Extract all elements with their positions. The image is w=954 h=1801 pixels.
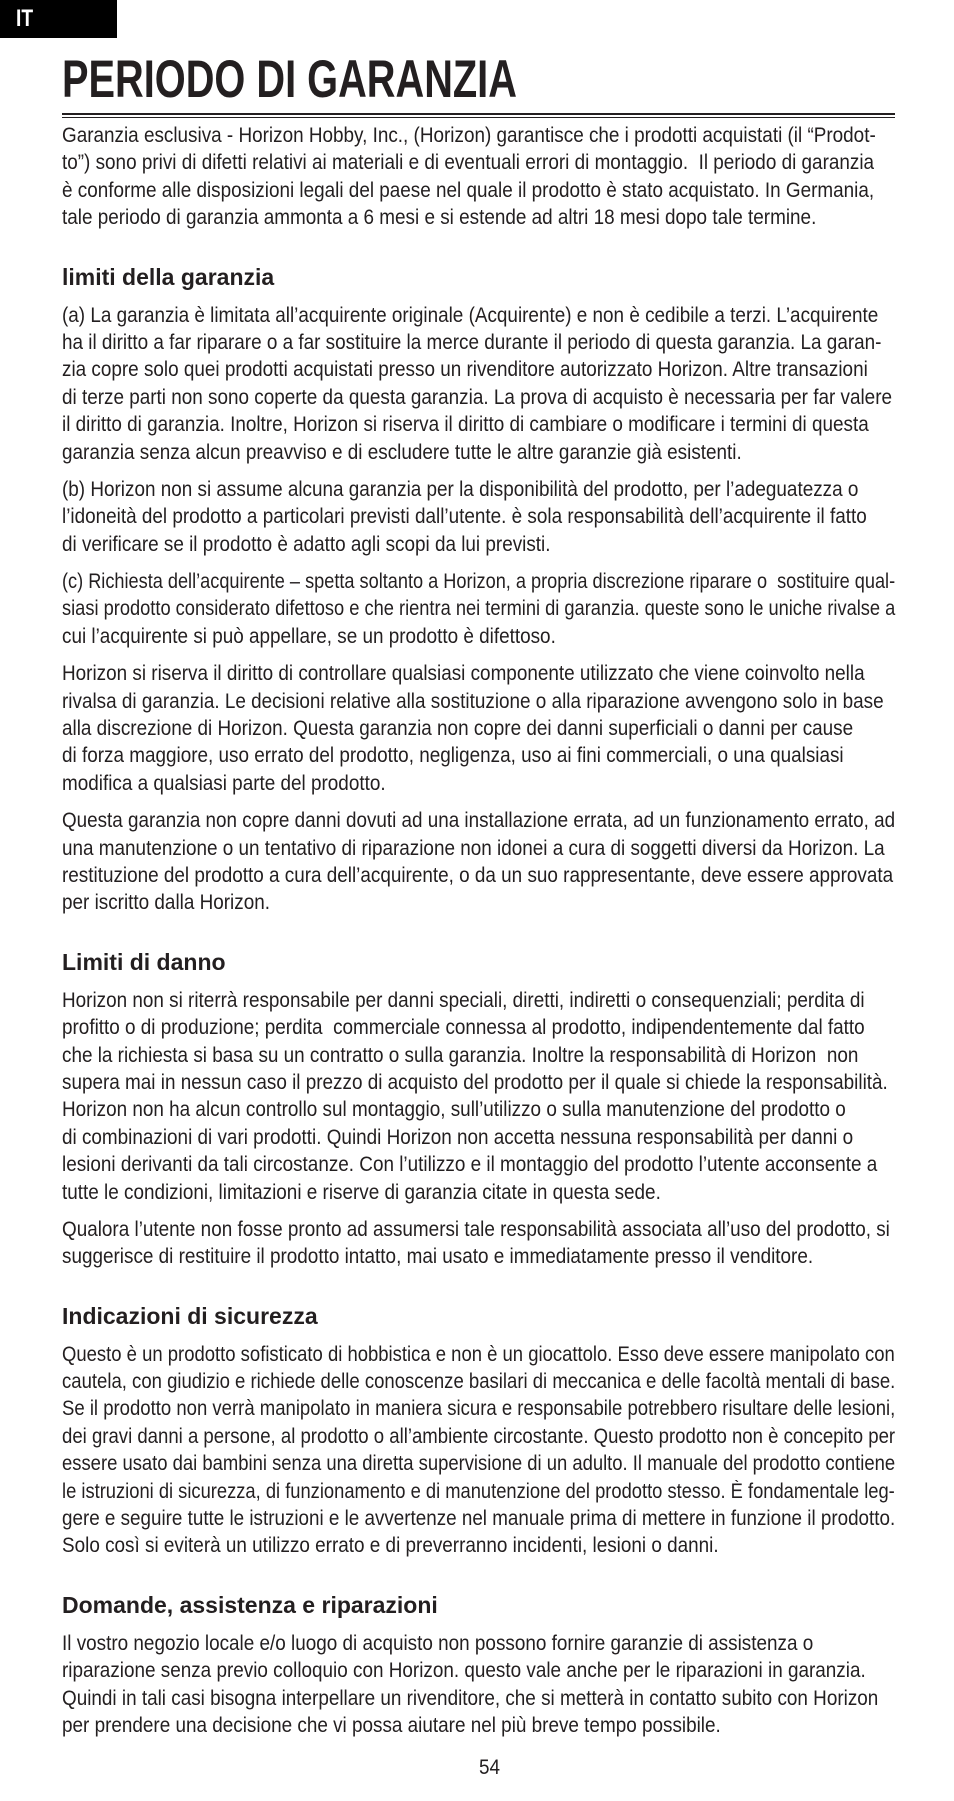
section-heading: limiti della garanzia [62,263,275,290]
page-number: 54 [479,1756,501,1779]
text-line: supera mai in nessun caso il prezzo di acquisto del prodotto per il quale si chiede la responsabilità. [62,1070,888,1094]
text-line: di terze parti non sono coperte da questa garanzia. La prova di acquisto è necessaria per far valere [62,385,893,409]
text-line: (b) Horizon non si assume alcuna garanzia per la disponibilità del prodotto, per l’adeguatezza o [62,477,859,501]
paragraph-danno [62,987,895,1206]
text-line: che la richiesta si basa su un contratto o sulla garanzia. Inoltre la responsabilità di Horizon non [62,1043,859,1067]
text-line: (a) La garanzia è limitata all’acquirente originale (Acquirente) e non è cedibile a terzi. L’acquirente [62,303,879,327]
paragraph-b [62,476,895,558]
title-double-rule [62,113,895,118]
text-line: è conforme alle disposizioni legali del paese nel quale il prodotto è stato acquistato. In Germania, [62,178,875,202]
text-line: Horizon non ha alcun controllo sul montaggio, sull’utilizzo o sulla manutenzione del prodotto o [62,1098,846,1122]
text-line: Quindi in tali casi bisogna interpellare un rivenditore, che si metterà in contatto subito con Horizon [62,1686,879,1710]
paragraph-c [62,568,895,650]
text-line: profitto o di produzione; perdita commerciale connessa al prodotto, indipendentemente dal fatto [62,1016,865,1040]
text-line: per prendere una decisione che vi possa aiutare nel più breve tempo possibile. [62,1713,721,1737]
section-sicurezza [62,1302,895,1560]
section-heading: Domande, assistenza e riparazioni [62,1591,438,1618]
text-line: una manutenzione o un tentativo di riparazione non idonei a cura di soggetti diversi da Horizon. La [62,836,885,860]
text-line: di verificare se il prodotto è adatto agli scopi da lui previsti. [62,532,551,556]
document-body [62,122,895,1739]
section-heading: Limiti di danno [62,948,226,975]
paragraph-horizon-riserva [62,660,895,797]
section-domande-assistenza [62,1591,895,1740]
text-line: l’idoneità del prodotto a particolari previsti dall’utente. è sola responsabilità dell’acquirente il fatto [62,505,867,529]
text-line: cautela, con giudizio e richiede delle conoscenze basilari di meccanica e delle facoltà mentali di base. [62,1370,896,1394]
text-line: Il vostro negozio locale e/o luogo di acquisto non possono fornire garanzie di assistenza o [62,1631,814,1655]
paragraph-sicurezza [62,1341,895,1560]
text-line: essere usato dai bambini senza una diretta supervisione di un adulto. Il manuale del prodotto contiene [62,1452,896,1476]
text-line: il diritto di garanzia. Inoltre, Horizon si riserva il diritto di cambiare o modificare i termini di questa [62,413,869,437]
text-line: restituzione del prodotto a cura dell’acquirente, o da un suo rappresentante, deve essere approvata [62,863,894,887]
text-line: riparazione senza previo colloquio con Horizon. questo vale anche per le riparazioni in garanzia. [62,1659,866,1683]
text-line: suggerisce di restituire il prodotto intatto, mai usato e immediatamente presso il venditore. [62,1245,814,1269]
text-line: Horizon non si riterrà responsabile per danni speciali, diretti, indiretti o consequenziali; perdita di [62,988,865,1012]
language-tab-label: IT [16,5,34,32]
text-line: alla discrezione di Horizon. Questa garanzia non copre dei danni superficiali o danni per cause [62,717,854,741]
text-line: lesioni derivanti da tali circostanze. Con l’utilizzo e il montaggio del prodotto l’utente acconsente a [62,1153,878,1177]
section-heading: Indicazioni di sicurezza [62,1302,318,1329]
text-line: rivalsa di garanzia. Le decisioni relative alla sostituzione o alla riparazione avvengono solo in base [62,689,884,713]
paragraph-domande [62,1630,895,1740]
text-line: ha il diritto a far riparare o a far sostituire la merce durante il periodo di questa garanzia. La garan- [62,330,882,354]
text-line: Solo così si eviterà un utilizzo errato e di preverranno incidenti, lesioni o danni. [62,1534,719,1558]
text-line: garanzia senza alcun preavviso e di escludere tutte le altre garanzie già esistenti. [62,440,742,464]
text-line: dei gravi danni a persone, al prodotto o all’ambiente circostante. Questo prodotto non è concepito per [62,1424,896,1448]
text-line: cui l’acquirente si può appellare, se un prodotto è difettoso. [62,624,556,648]
text-line: di forza maggiore, uso errato del prodotto, negligenza, uso ai fini commerciali, o una qualsiasi [62,744,844,768]
text-line: per iscritto dalla Horizon. [62,891,270,915]
paragraph-questa-garanzia [62,807,895,917]
text-line: Questo è un prodotto sofisticato di hobbistica e non è un giocattolo. Esso deve essere manipolato con [62,1342,895,1366]
paragraph-a [62,302,895,466]
text-line: zia copre solo quei prodotti acquistati presso un rivenditore autorizzato Horizon. Altre transazioni [62,358,868,382]
text-line: di combinazioni di vari prodotti. Quindi Horizon non accetta nessuna responsabilità per danni o [62,1125,854,1149]
text-line: Horizon si riserva il diritto di controllare qualsiasi componente utilizzato che viene coinvolto nella [62,662,865,686]
text-line: tale periodo di garanzia ammonta a 6 mesi e si estende ad altri 18 mesi dopo tale termine. [62,206,817,230]
text-line: gere e seguire tutte le istruzioni e le avvertenze nel manuale prima di mettere in funzione il prodotto. [62,1507,896,1531]
paragraph-intro [62,122,895,232]
text-line: le istruzioni di sicurezza, di funzionamento e di manutenzione del prodotto stesso. È fondamentale leg- [62,1479,895,1503]
text-line: siasi prodotto considerato difettoso e che rientra nei termini di garanzia. queste sono le uniche rivalse a [62,597,896,621]
text-line: tutte le condizioni, limitazioni e riserve di garanzia citate in questa sede. [62,1180,661,1204]
text-line: Garanzia esclusiva - Horizon Hobby, Inc., (Horizon) garantisce che i prodotti acquistati (il “Prodot- [62,124,876,147]
page-title: PERIODO DI GARANZIA [62,50,517,109]
text-line: Questa garanzia non copre danni dovuti ad una installazione errata, ad un funzionamento errato, ad [62,809,896,833]
paragraph-qualora [62,1216,895,1271]
text-line: Se il prodotto non verrà manipolato in maniera sicura e responsabile potrebbero risultare delle lesioni, [62,1397,896,1421]
language-tab [0,0,117,38]
section-limiti-danno [62,948,895,1271]
text-line: to”) sono privi di difetti relativi ai materiali e di eventuali errori di montaggio. Il periodo di garanzia [62,151,875,175]
text-line: Qualora l’utente non fosse pronto ad assumersi tale responsabilità associata all’uso del prodotto, si [62,1217,890,1241]
section-limiti-garanzia [62,263,895,917]
text-line: (c) Richiesta dell’acquirente – spetta soltanto a Horizon, a propria discrezione riparare o sostituire qual- [62,570,896,594]
text-line: modifica a qualsiasi parte del prodotto. [62,771,386,795]
